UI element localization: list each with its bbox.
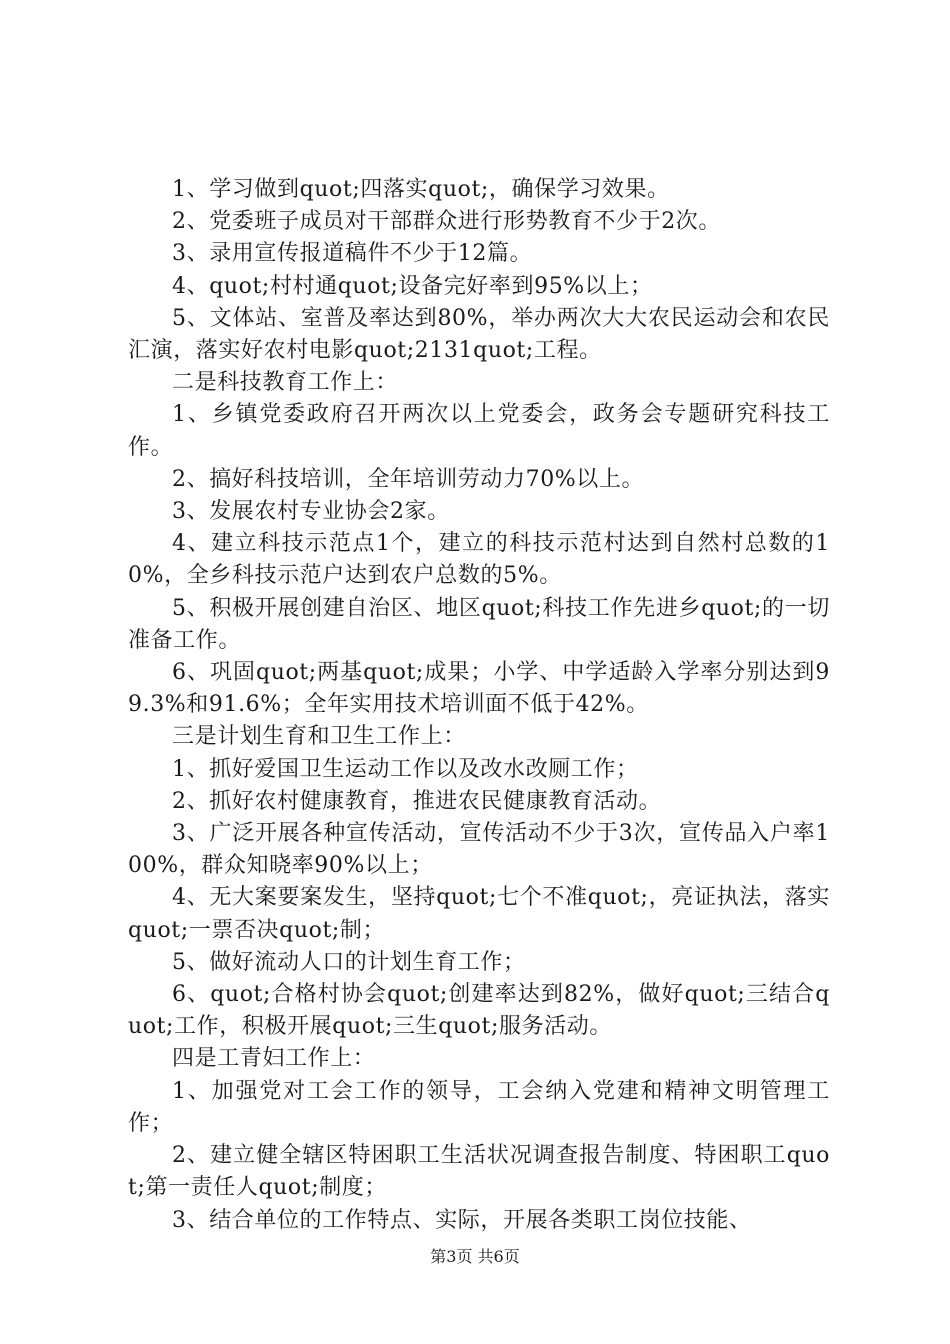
paragraph: 5、做好流动人口的计划生育工作； (172, 949, 526, 975)
paragraph: 2、建立健全辖区特困职工生活状况调查报告制度、特困职工quot;第一责任人quot;制度； (128, 1143, 830, 1201)
paragraph: 2、党委班子成员对干部群众进行形势教育不少于2次。 (172, 209, 721, 235)
paragraph: 3、广泛开展各种宣传活动，宣传活动不少于3次，宣传品入户率100%，群众知晓率90%以上； (128, 821, 830, 879)
section-heading: 四是工青妇工作上： (172, 1046, 376, 1072)
paragraph: 6、巩固quot;两基quot;成果；小学、中学适龄入学率分别达到99.3%和91.6%；全年实用技术培训面不低于42%。 (128, 660, 830, 718)
paragraph: 4、建立科技示范点1个，建立的科技示范村达到自然村总数的10%，全乡科技示范户达到农户总数的5%。 (128, 531, 830, 589)
document-body (128, 174, 830, 1237)
paragraph: 3、结合单位的工作特点、实际，开展各类职工岗位技能、 (172, 1207, 752, 1233)
paragraph: 5、积极开展创建自治区、地区quot;科技工作先进乡quot;的一切准备工作。 (128, 595, 830, 653)
paragraph: 6、quot;合格村协会quot;创建率达到82%，做好quot;三结合quot;工作，积极开展quot;三生quot;服务活动。 (128, 982, 830, 1040)
paragraph: 4、quot;村村通quot;设备完好率到95%以上； (172, 273, 653, 299)
paragraph: 1、抓好爱国卫生运动工作以及改水改厕工作； (172, 756, 639, 782)
paragraph: 5、文体站、室普及率达到80%，举办两次大大农民运动会和农民汇演，落实好农村电影quot;2131quot;工程。 (128, 305, 830, 364)
paragraph: 2、抓好农村健康教育，推进农民健康教育活动。 (172, 788, 662, 814)
paragraph: 1、加强党对工会工作的领导，工会纳入党建和精神文明管理工作； (128, 1078, 830, 1136)
paragraph: 3、发展农村专业协会2家。 (172, 499, 450, 525)
paragraph: 3、录用宣传报道稿件不少于12篇。 (172, 241, 533, 267)
paragraph: 1、学习做到quot;四落实quot;，确保学习效果。 (172, 177, 670, 202)
paragraph: 1、乡镇党委政府召开两次以上党委会，政务会专题研究科技工作。 (128, 402, 830, 460)
page-number: 第3页 共6页 (430, 1247, 520, 1266)
paragraph: 4、无大案要案发生，坚持quot;七个不准quot;，亮证执法，落实quot;一票否决quot;制； (128, 885, 830, 943)
paragraph: 2、搞好科技培训，全年培训劳动力70%以上。 (172, 466, 645, 492)
section-heading: 二是科技教育工作上： (172, 370, 399, 396)
section-heading: 三是计划生育和卫生工作上： (172, 724, 466, 750)
